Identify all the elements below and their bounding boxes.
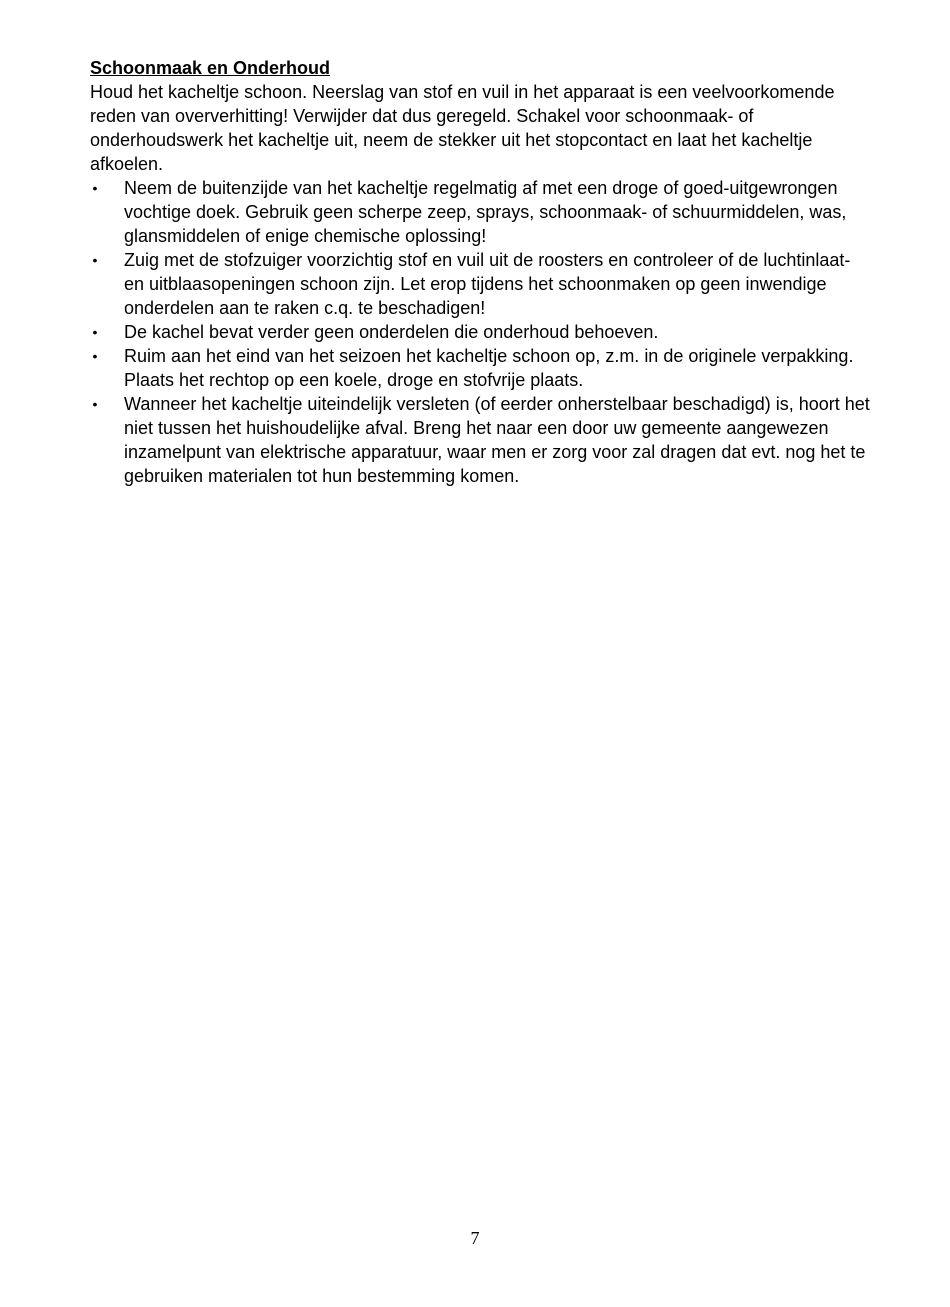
bullet-icon: • — [92, 324, 98, 340]
list-item — [90, 392, 870, 488]
bullet-icon: • — [92, 348, 98, 364]
intro-paragraph: Houd het kacheltje schoon. Neerslag van stof en vuil in het apparaat is een veelvoorkomende reden van oververhitting! Verwijder dat dus geregeld. Schakel voor schoonmaak- of onderhoudswerk het kacheltje uit, neem de stekker uit het stopcontact en laat het kacheltje afkoelen. — [90, 82, 835, 174]
list-item-text: De kachel bevat verder geen onderdelen die onderhoud behoeven. — [124, 322, 659, 342]
bullet-icon: • — [92, 252, 98, 268]
list-item — [90, 176, 870, 248]
document-body — [90, 56, 870, 488]
maintenance-list — [90, 176, 870, 488]
list-item — [90, 320, 870, 344]
list-item-text: Wanneer het kacheltje uiteindelijk versleten (of eerder onherstelbaar beschadigd) is, hoort het niet tussen het huishoudelijke afval. Breng het naar een door uw gemeente aangewezen inzamelpunt van elektrische apparatuur, waar men er zorg voor zal dragen dat evt. nog het te gebruiken materialen tot hun bestemming komen. — [124, 394, 870, 486]
list-item — [90, 344, 870, 392]
page-number: 7 — [470, 1228, 480, 1248]
list-item-text: Ruim aan het eind van het seizoen het kacheltje schoon op, z.m. in de originele verpakking. Plaats het rechtop op een koele, droge en stofvrije plaats. — [124, 346, 854, 390]
list-item-text: Zuig met de stofzuiger voorzichtig stof en vuil uit de roosters en controleer of de luchtinlaat- en uitblaasopeningen schoon zijn. Let erop tijdens het schoonmaken op geen inwendige onderdelen aan te raken c.q. te beschadigen! — [124, 250, 851, 318]
list-item-text: Neem de buitenzijde van het kacheltje regelmatig af met een droge of goed-uitgewrongen vochtige doek. Gebruik geen scherpe zeep, sprays, schoonmaak- of schuurmiddelen, was, glansmiddelen of enige chemische oplossing! — [124, 178, 847, 246]
list-item — [90, 248, 870, 320]
bullet-icon: • — [92, 180, 98, 196]
section-heading: Schoonmaak en Onderhoud — [90, 58, 331, 78]
bullet-icon: • — [92, 396, 98, 412]
